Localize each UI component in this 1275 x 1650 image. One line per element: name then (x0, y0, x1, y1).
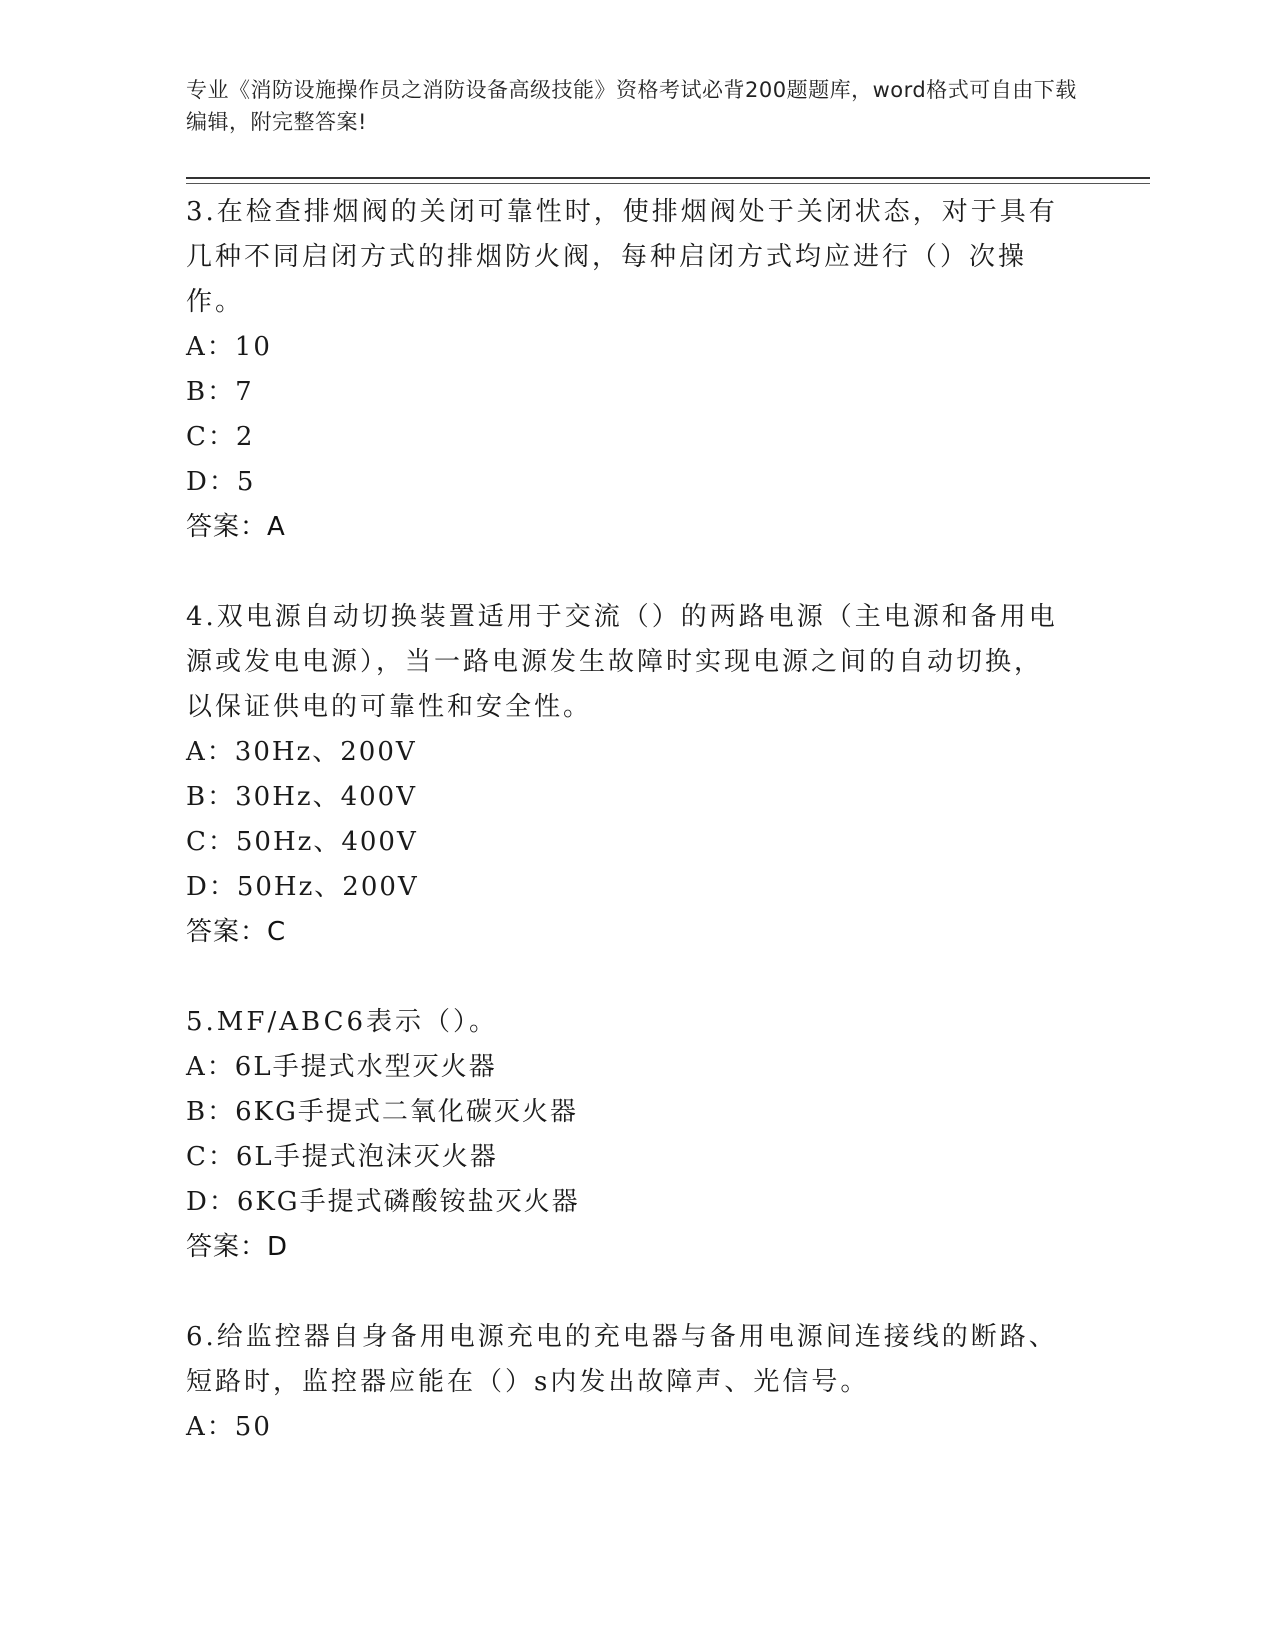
option-d: D：5 (186, 467, 256, 497)
option-a: A：30Hz、200V (186, 737, 417, 767)
question-list (186, 190, 1066, 1450)
answer-line: 答案：C (186, 917, 287, 947)
option-c: C：2 (186, 422, 255, 452)
question-stem: 5.MF/ABC6表示（）。 (186, 1007, 499, 1037)
question-stem: 3.在检查排烟阀的关闭可靠性时，使排烟阀处于关闭状态，对于具有几种不同启闭方式的排烟防火阀，每种启闭方式均应进行（）次操作。 (186, 197, 1058, 317)
header-rule-thin (186, 183, 1150, 184)
question-4 (186, 595, 1066, 955)
document-header: 专业《消防设施操作员之消防设备高级技能》资格考试必背200题题库，word格式可自由下载编辑，附完整答案! (186, 78, 1077, 134)
question-3 (186, 190, 1066, 550)
header-rule-thick (186, 177, 1150, 179)
question-5 (186, 1000, 1066, 1270)
option-a: A：10 (186, 332, 272, 362)
option-b: B：7 (186, 377, 254, 407)
option-b: B：30Hz、400V (186, 782, 417, 812)
option-a: A：50 (186, 1412, 272, 1442)
question-6 (186, 1315, 1066, 1450)
option-b: B：6KG手提式二氧化碳灭火器 (186, 1097, 578, 1127)
option-a: A：6L手提式水型灭火器 (186, 1052, 497, 1082)
option-c: C：6L手提式泡沫灭火器 (186, 1142, 498, 1172)
answer-line: 答案：D (186, 1232, 289, 1262)
option-d: D：6KG手提式磷酸铵盐灭火器 (186, 1187, 580, 1217)
option-d: D：50Hz、200V (186, 872, 419, 902)
question-stem: 4.双电源自动切换装置适用于交流（）的两路电源（主电源和备用电源或发电电源），当一路电源发生故障时实现电源之间的自动切换，以保证供电的可靠性和安全性。 (186, 602, 1058, 722)
question-stem: 6.给监控器自身备用电源充电的充电器与备用电源间连接线的断路、短路时，监控器应能在（）s内发出故障声、光信号。 (186, 1322, 1058, 1397)
answer-line: 答案：A (186, 512, 286, 542)
option-c: C：50Hz、400V (186, 827, 418, 857)
